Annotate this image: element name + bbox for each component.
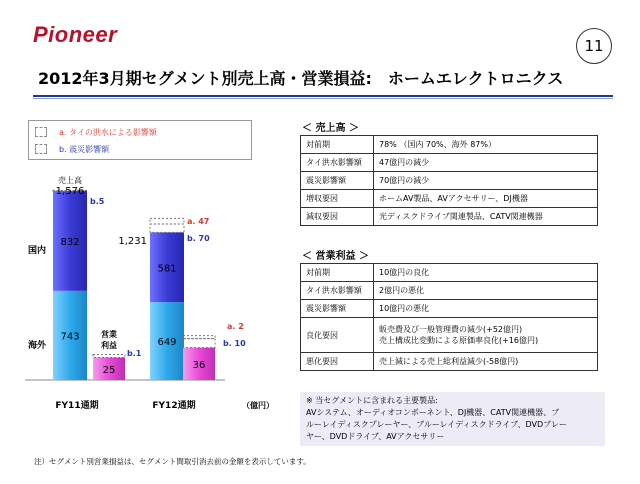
category-label: FY11通期 bbox=[55, 401, 99, 411]
bar-impact-b bbox=[150, 224, 184, 232]
oi-table bbox=[300, 263, 598, 371]
oi-row-value: 売上減による売上総利益減少(-58億円) bbox=[374, 353, 598, 371]
page-title: 2012年3月期セグメント別売上高・営業損益: ホームエレクトロニクス bbox=[38, 69, 564, 88]
oi-row bbox=[301, 264, 598, 282]
oi-series-label-line1: 営業 bbox=[101, 330, 117, 339]
legend-label-b: b. 震災影響額 bbox=[59, 144, 110, 154]
oi-row bbox=[301, 282, 598, 300]
oi-series-label-line2: 利益 bbox=[101, 341, 117, 350]
legend-entry-a bbox=[35, 126, 157, 138]
oi-row-value: 2億円の悪化 bbox=[374, 282, 598, 300]
legend-swatch-a bbox=[35, 127, 47, 137]
oi-row-key: 悪化要因 bbox=[301, 353, 374, 371]
sales-row-value: 光ディスクドライブ関連製品、CATV関連機器 bbox=[374, 208, 598, 226]
sales-row bbox=[301, 154, 598, 172]
bar-domestic-label: 832 bbox=[60, 236, 80, 248]
sales-top-label: 売上高 bbox=[58, 176, 82, 185]
sales-row-key: 対前期 bbox=[301, 136, 374, 154]
sales-row-key: 増収要因 bbox=[301, 190, 374, 208]
oi-row-key: 対前期 bbox=[301, 264, 374, 282]
sales-section-heading: ＜ 売上高 ＞ bbox=[302, 123, 359, 134]
sales-row-value: 47億円の減少 bbox=[374, 154, 598, 172]
overseas-series-label: 海外 bbox=[28, 341, 47, 351]
impact-label-fy12-oi-b: b. 10 bbox=[223, 339, 246, 348]
note-line-1: ※ 当セグメントに含まれる主要製品: bbox=[306, 396, 438, 405]
sales-row bbox=[301, 208, 598, 226]
oi-row-value: 10億円の良化 bbox=[374, 264, 598, 282]
impact-label-fy11-oi-b: b.1 bbox=[127, 349, 142, 358]
bar-domestic-label: 581 bbox=[157, 263, 177, 275]
sales-total-fy12: 1,231 bbox=[118, 236, 147, 247]
legend-swatch-b bbox=[35, 144, 47, 154]
legend-label-a: a. タイの洪水による影響額 bbox=[59, 127, 157, 137]
domestic-series-label: 国内 bbox=[28, 246, 47, 256]
segment-bar-chart bbox=[20, 160, 280, 415]
oi-row-value: 10億円の悪化 bbox=[374, 300, 598, 318]
sales-total-fy11: 1,576 bbox=[55, 186, 85, 197]
note-line-2: AVシステム、オーディオコンポーネント、DJ機器、CATV関連機器、ブ bbox=[306, 408, 560, 417]
oi-row bbox=[301, 300, 598, 318]
chart-legend bbox=[28, 120, 252, 160]
impact-label-fy11-sales-b: b.5 bbox=[90, 197, 105, 206]
impact-label-fy12-oi-a: a. 2 bbox=[227, 322, 244, 331]
bar-oi-label: 25 bbox=[102, 364, 116, 376]
oi-row-key: タイ洪水影響額 bbox=[301, 282, 374, 300]
impact-label-fy12-sales-b: b. 70 bbox=[187, 234, 210, 243]
oi-row bbox=[301, 353, 598, 371]
category-label: FY12通期 bbox=[152, 401, 196, 411]
main-products-note bbox=[300, 392, 605, 446]
sales-row-key: 震災影響額 bbox=[301, 172, 374, 190]
bar-overseas-label: 743 bbox=[60, 331, 80, 343]
pioneer-logo: Pioneer bbox=[33, 22, 118, 47]
oi-row-value: 販売費及び一般管理費の減少(+52億円) 売上構成比変動による原価率良化(+16億円) bbox=[374, 318, 598, 353]
title-divider bbox=[33, 95, 613, 97]
chart-unit-label: （億円） bbox=[242, 401, 274, 410]
bar-oi-impact-b bbox=[183, 339, 215, 348]
bar-oi-impact-b bbox=[93, 355, 125, 358]
footnote: 注）セグメント別営業損益は、セグメント間取引消去前の金額を表示しています。 bbox=[34, 457, 311, 466]
sales-row-key: タイ洪水影響額 bbox=[301, 154, 374, 172]
bar-oi-label: 36 bbox=[192, 359, 206, 371]
bar-overseas-label: 649 bbox=[157, 337, 177, 349]
sales-row-key: 減収要因 bbox=[301, 208, 374, 226]
sales-row-value: ホームAV製品、AVアクセサリー、DJ機器 bbox=[374, 190, 598, 208]
oi-row bbox=[301, 318, 598, 353]
title-divider-thin bbox=[33, 98, 613, 99]
sales-row-value: 70億円の減少 bbox=[374, 172, 598, 190]
sales-row-value: 78% （国内 70%、海外 87%） bbox=[374, 136, 598, 154]
page-number: 11 bbox=[576, 28, 612, 64]
note-line-3: ルーレイディスクプレーヤー、ブルーレイディスクドライブ、DVDプレー bbox=[306, 420, 567, 429]
oi-section-heading: ＜ 営業利益 ＞ bbox=[302, 251, 369, 262]
sales-row bbox=[301, 190, 598, 208]
legend-entry-b bbox=[35, 143, 109, 155]
impact-label-fy12-sales-a: a. 47 bbox=[187, 217, 210, 226]
note-line-4: ヤー、DVDドライブ、AVアクセサリー bbox=[306, 432, 445, 441]
sales-row bbox=[301, 136, 598, 154]
bar-impact-a bbox=[150, 218, 184, 224]
sales-table bbox=[300, 135, 598, 226]
oi-row-key: 震災影響額 bbox=[301, 300, 374, 318]
sales-row bbox=[301, 172, 598, 190]
oi-row-key: 良化要因 bbox=[301, 318, 374, 353]
